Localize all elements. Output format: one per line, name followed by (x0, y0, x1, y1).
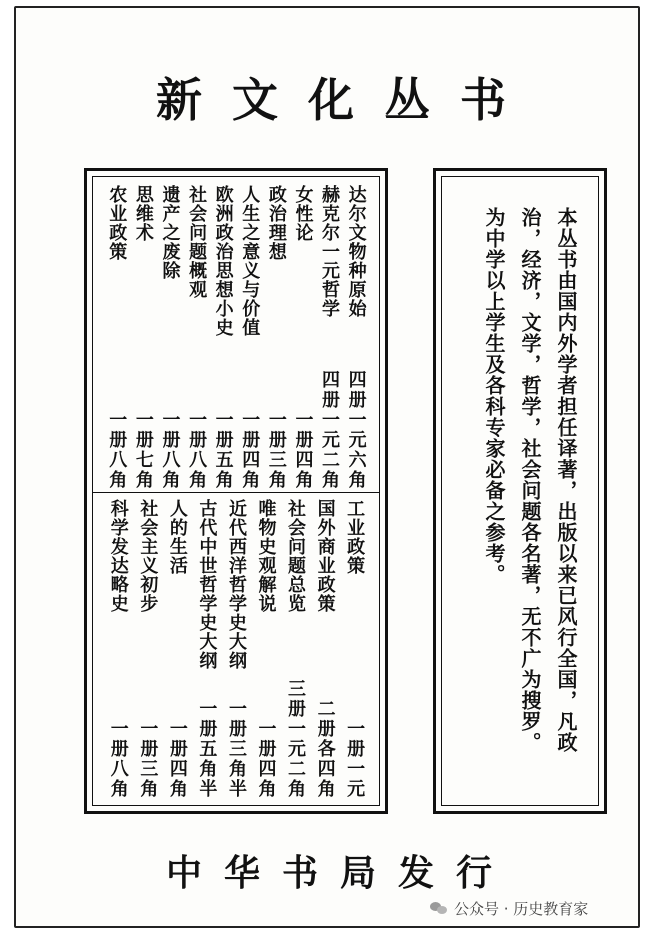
book-price: 一册四角 (166, 719, 188, 799)
book-title: 科学发达略史 (107, 499, 129, 613)
wechat-icon (430, 901, 448, 915)
book-price: 一册八角 (159, 410, 181, 490)
book-title: 人的生活 (166, 499, 188, 575)
book-entry (183, 185, 209, 490)
book-entry (236, 185, 262, 490)
book-entry (105, 499, 131, 799)
book-entry (223, 499, 249, 799)
book-entry (156, 185, 182, 490)
book-price: 一册八角 (107, 719, 129, 799)
book-list-top (93, 185, 379, 490)
book-entry (316, 185, 342, 490)
book-entry (130, 185, 156, 490)
book-entry (253, 499, 279, 799)
book-price: 三册一元二角 (285, 679, 307, 799)
list-divider (93, 492, 379, 493)
book-entry (341, 499, 367, 799)
book-title: 女性论 (292, 185, 314, 242)
book-entry (289, 185, 315, 490)
book-price: 一册三角 (265, 410, 287, 490)
book-title: 国外商业政策 (314, 499, 336, 613)
book-price: 一册五角半 (196, 699, 218, 799)
book-price: 四册一元六角 (345, 370, 367, 490)
book-price: 一册八角 (106, 410, 128, 490)
watermark-text: 公众号 · 历史教育家 (454, 899, 589, 918)
book-price: 一册四角 (255, 719, 277, 799)
book-title: 遗产之废除 (159, 185, 181, 280)
advertisement-page (14, 6, 640, 928)
book-list-bottom (93, 499, 379, 799)
book-price: 一册七角 (132, 410, 154, 490)
book-price: 一册三角半 (225, 699, 247, 799)
book-title: 唯物史观解说 (255, 499, 277, 613)
book-entry (193, 499, 219, 799)
book-title: 欧洲政治思想小史 (212, 185, 234, 337)
publisher-name: 中华书局发行 (166, 852, 515, 894)
book-title: 社会问题概观 (186, 185, 208, 299)
watermark (430, 896, 588, 920)
book-entry (263, 185, 289, 490)
description-box (433, 168, 607, 814)
book-title: 政治理想 (265, 185, 287, 261)
book-entry (343, 185, 369, 490)
book-list-box (84, 168, 388, 814)
book-entry (282, 499, 308, 799)
book-price: 一册四角 (239, 410, 261, 490)
book-title: 思维术 (132, 185, 154, 242)
description-text: 本丛书由国内外学者担任译著，出版以来已风行全国，凡政治，经济，文学，哲学，社会问题各名著，无不广为搜罗。为中学以上学生及各科专家必备之参考。 (482, 207, 578, 753)
book-entry (312, 499, 338, 799)
book-title: 社会主义初步 (137, 499, 159, 613)
book-title: 近代西洋哲学史大纲 (225, 499, 247, 670)
book-price: 一册一元 (344, 719, 366, 799)
book-price: 一册八角 (186, 410, 208, 490)
book-entry (164, 499, 190, 799)
book-title: 达尔文物种原始 (345, 185, 367, 318)
book-entry (134, 499, 160, 799)
book-title: 工业政策 (344, 499, 366, 575)
book-price: 一册四角 (292, 410, 314, 490)
book-title: 社会问题总览 (285, 499, 307, 613)
book-price: 一册五角 (212, 410, 234, 490)
page-title: 新文化丛书 (156, 73, 536, 127)
book-entry (210, 185, 236, 490)
book-price: 四册一元二角 (319, 370, 341, 490)
book-title: 人生之意义与价值 (239, 185, 261, 337)
book-price: 二册各四角 (314, 699, 336, 799)
book-title: 农业政策 (106, 185, 128, 261)
book-title: 赫克尔一元哲学 (319, 185, 341, 318)
book-price: 一册三角 (137, 719, 159, 799)
book-entry (103, 185, 129, 490)
book-title: 古代中世哲学史大纲 (196, 499, 218, 670)
